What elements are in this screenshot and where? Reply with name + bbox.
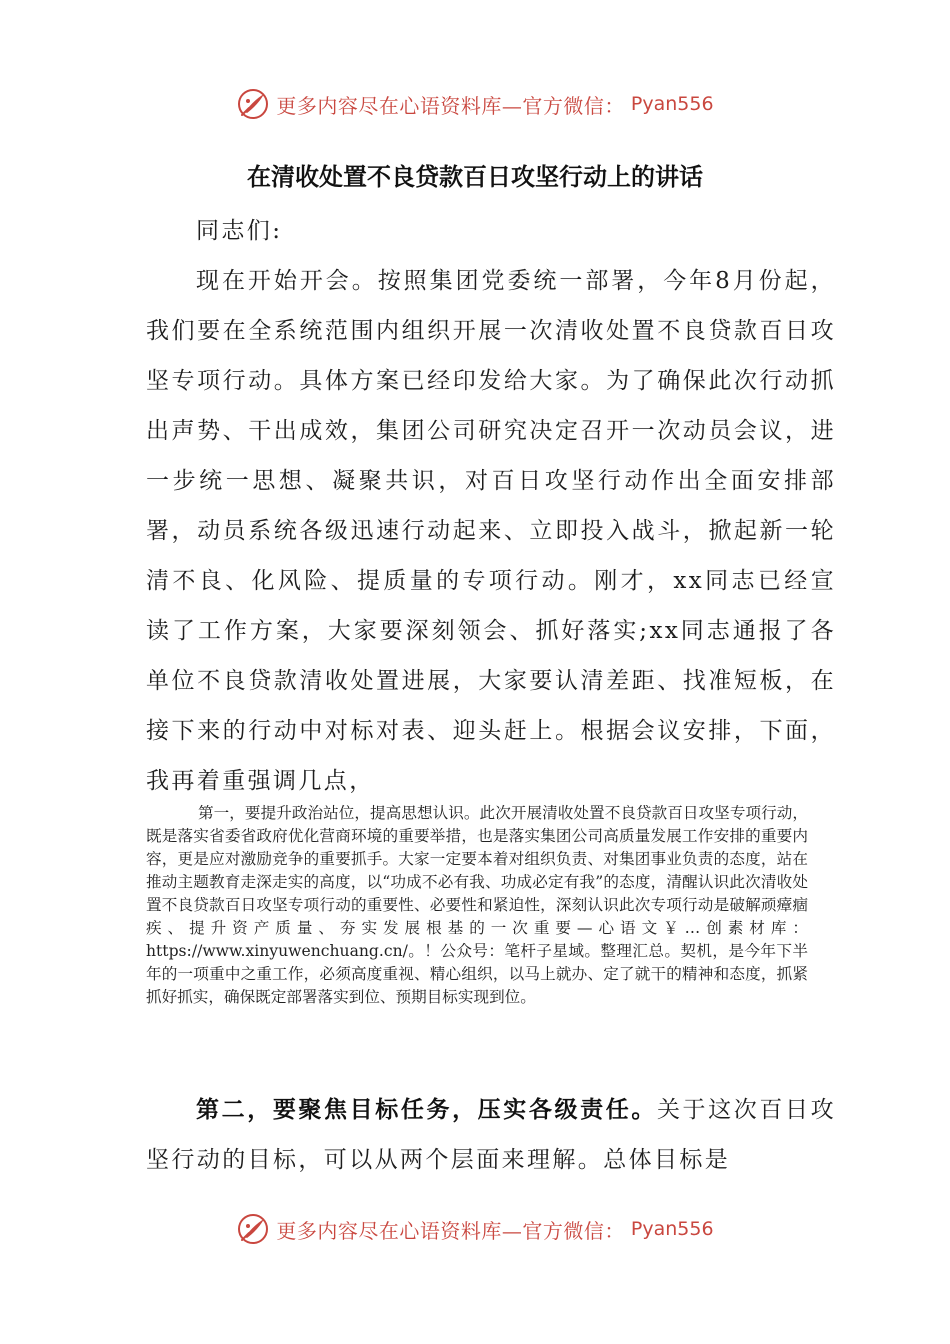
paragraph-first-point: 第一，要提升政治站位，提高思想认识。此次开展清收处置不良贷款百日攻坚专项行动，既是落实省委省政府优化营商环境的重要举措，也是落实集团公司高质量发展工作安排的重要内容，更是应对激励竞争的重要抓手。大家一定要本着对组织负责、对集团事业负责的态度，站在推动主题教育走深走实的高度，以“功成不必有我、功成必定有我”的态度，清醒认识此次清收处置不良贷款百日攻坚专项行动的重要性、必要性和紧迫性，深刻认识此次专项行动是破解顽瘴痼疾、提升资产质量、夯实发展根基的一次重要—心语文￥…创素材库：https://www.xinyuwenchuang.cn/。！公众号：笔杆子星域。整理汇总。契机，是今年下半年的一项重中之重工作，必须高度重视、精心组织，以马上就办、定了就干的精神和态度，抓紧抓好抓实，确保既定部署落实到位、预期目标实现到位。 [146,804,808,1006]
banner-wechat-handle: Pyan556 [630,93,714,115]
second-point-heading: 第二，要聚焦目标任务，压实各级责任。 [196,1097,657,1123]
greeting: 同志们: [196,218,283,244]
document-title: 在清收处置不良贷款百日攻坚行动上的讲话 [247,163,703,191]
second-point-text: 关于这次百日攻坚行动的目标，可以从两个层面来理解。总体目标是 [146,1097,836,1173]
banner-text: 更多内容尽在心语资料库—官方微信： [276,93,625,118]
header-banner [0,84,950,124]
banner-wechat-handle: Pyan556 [630,1218,714,1240]
footer-banner [0,1209,950,1249]
header-banner-content [236,87,713,121]
footer-banner-content [236,1212,713,1246]
paragraph-second-point [146,1085,836,1185]
banner-text: 更多内容尽在心语资料库—官方微信： [276,1218,625,1243]
quill-logo-icon [236,87,270,121]
paragraph-opening: 现在开始开会。按照集团党委统一部署，今年8月份起，我们要在全系统范围内组织开展一次清收处置不良贷款百日攻坚专项行动。具体方案已经印发给大家。为了确保此次行动抓出声势、干出成效，集团公司研究决定召开一次动员会议，进一步统一思想、凝聚共识，对百日攻坚行动作出全面安排部署，动员系统各级迅速行动起来、立即投入战斗，掀起新一轮清不良、化风险、提质量的专项行动。刚才，xx同志已经宣读了工作方案，大家要深刻领会、抓好落实;xx同志通报了各单位不良贷款清收处置进展，大家要认清差距、找准短板，在接下来的行动中对标对表、迎头赶上。根据会议安排，下面，我再着重强调几点， [146,268,836,794]
quill-logo-icon [236,1212,270,1246]
